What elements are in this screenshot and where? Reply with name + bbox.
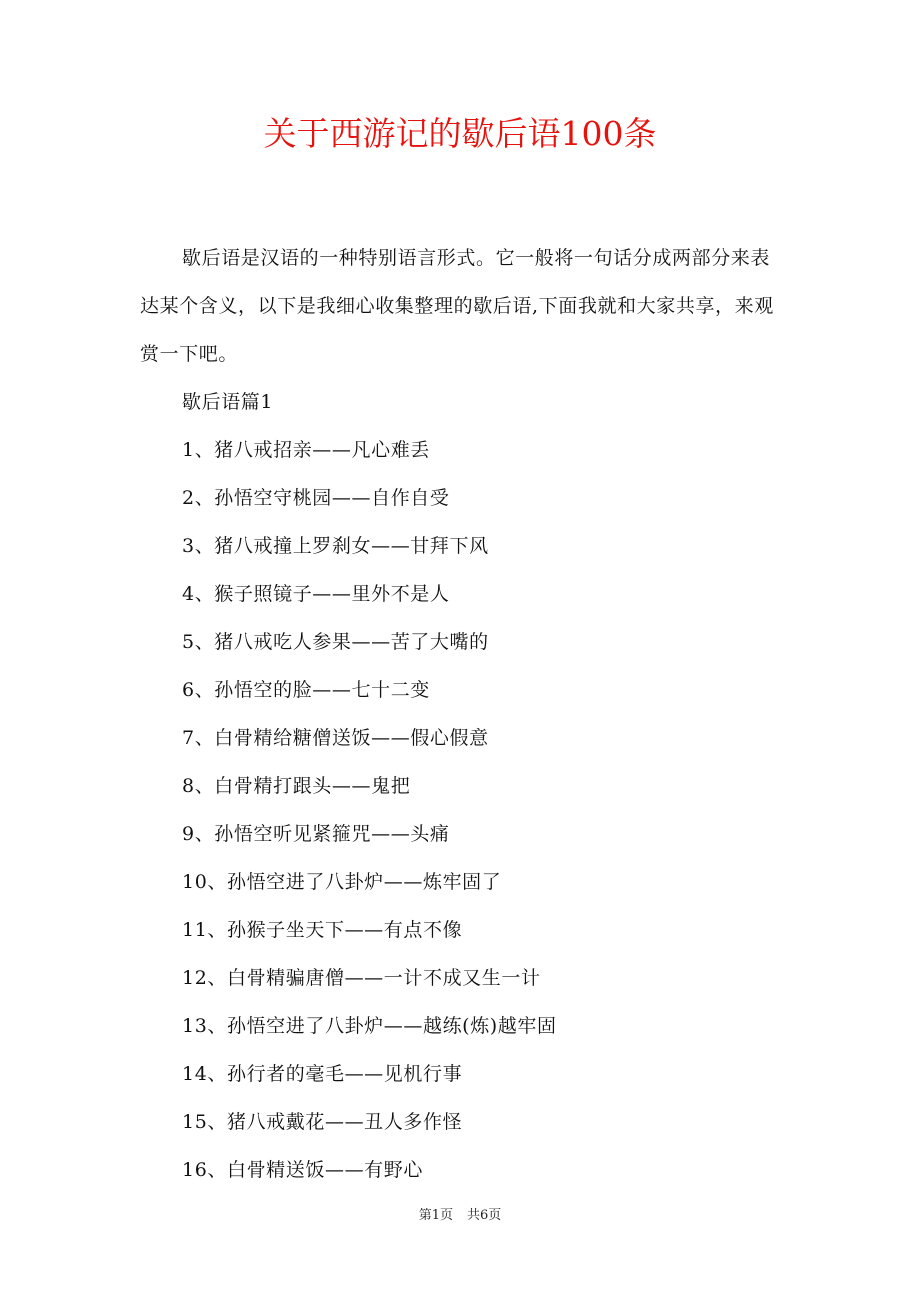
list-item: 7、白骨精给糖僧送饭——假心假意 xyxy=(182,727,489,749)
list-item: 1、猪八戒招亲——凡心难丢 xyxy=(182,439,430,461)
page-footer xyxy=(0,1206,920,1226)
list-item: 10、孙悟空进了八卦炉——炼牢固了 xyxy=(182,871,502,893)
list-item: 13、孙悟空进了八卦炉——越练(炼)越牢固 xyxy=(182,1015,557,1037)
list-item: 11、孙猴子坐天下——有点不像 xyxy=(182,919,463,941)
list-item: 12、白骨精骗唐僧——一计不成又生一计 xyxy=(182,967,541,989)
intro-paragraph: 歇后语是汉语的一种特别语言形式。它一般将一句话分成两部分来表达某个含义，以下是我细心收集整理的歇后语,下面我就和大家共享，来观赏一下吧。 xyxy=(140,247,774,365)
list-item: 15、猪八戒戴花——丑人多作怪 xyxy=(182,1111,463,1133)
list-item: 6、孙悟空的脸——七十二变 xyxy=(182,679,430,701)
list-item: 3、猪八戒撞上罗刹女——甘拜下风 xyxy=(182,535,489,557)
list-item: 5、猪八戒吃人参果——苦了大嘴的 xyxy=(182,631,489,653)
list-item: 8、白骨精打跟头——鬼把 xyxy=(182,775,411,797)
list-item: 4、猴子照镜子——里外不是人 xyxy=(182,583,450,605)
list-item: 9、孙悟空听见紧箍咒——头痛 xyxy=(182,823,450,845)
list-item: 2、孙悟空守桃园——自作自受 xyxy=(182,487,450,509)
page-number: 第1页 xyxy=(418,1208,453,1223)
xiehouyu-list xyxy=(182,426,557,1194)
page-total: 共6页 xyxy=(467,1208,502,1223)
list-item: 14、孙行者的毫毛——见机行事 xyxy=(182,1063,463,1085)
list-item: 16、白骨精送饭——有野心 xyxy=(182,1159,423,1181)
section-heading: 歇后语篇1 xyxy=(182,391,274,413)
document-title: 关于西游记的歇后语100条 xyxy=(263,114,657,153)
